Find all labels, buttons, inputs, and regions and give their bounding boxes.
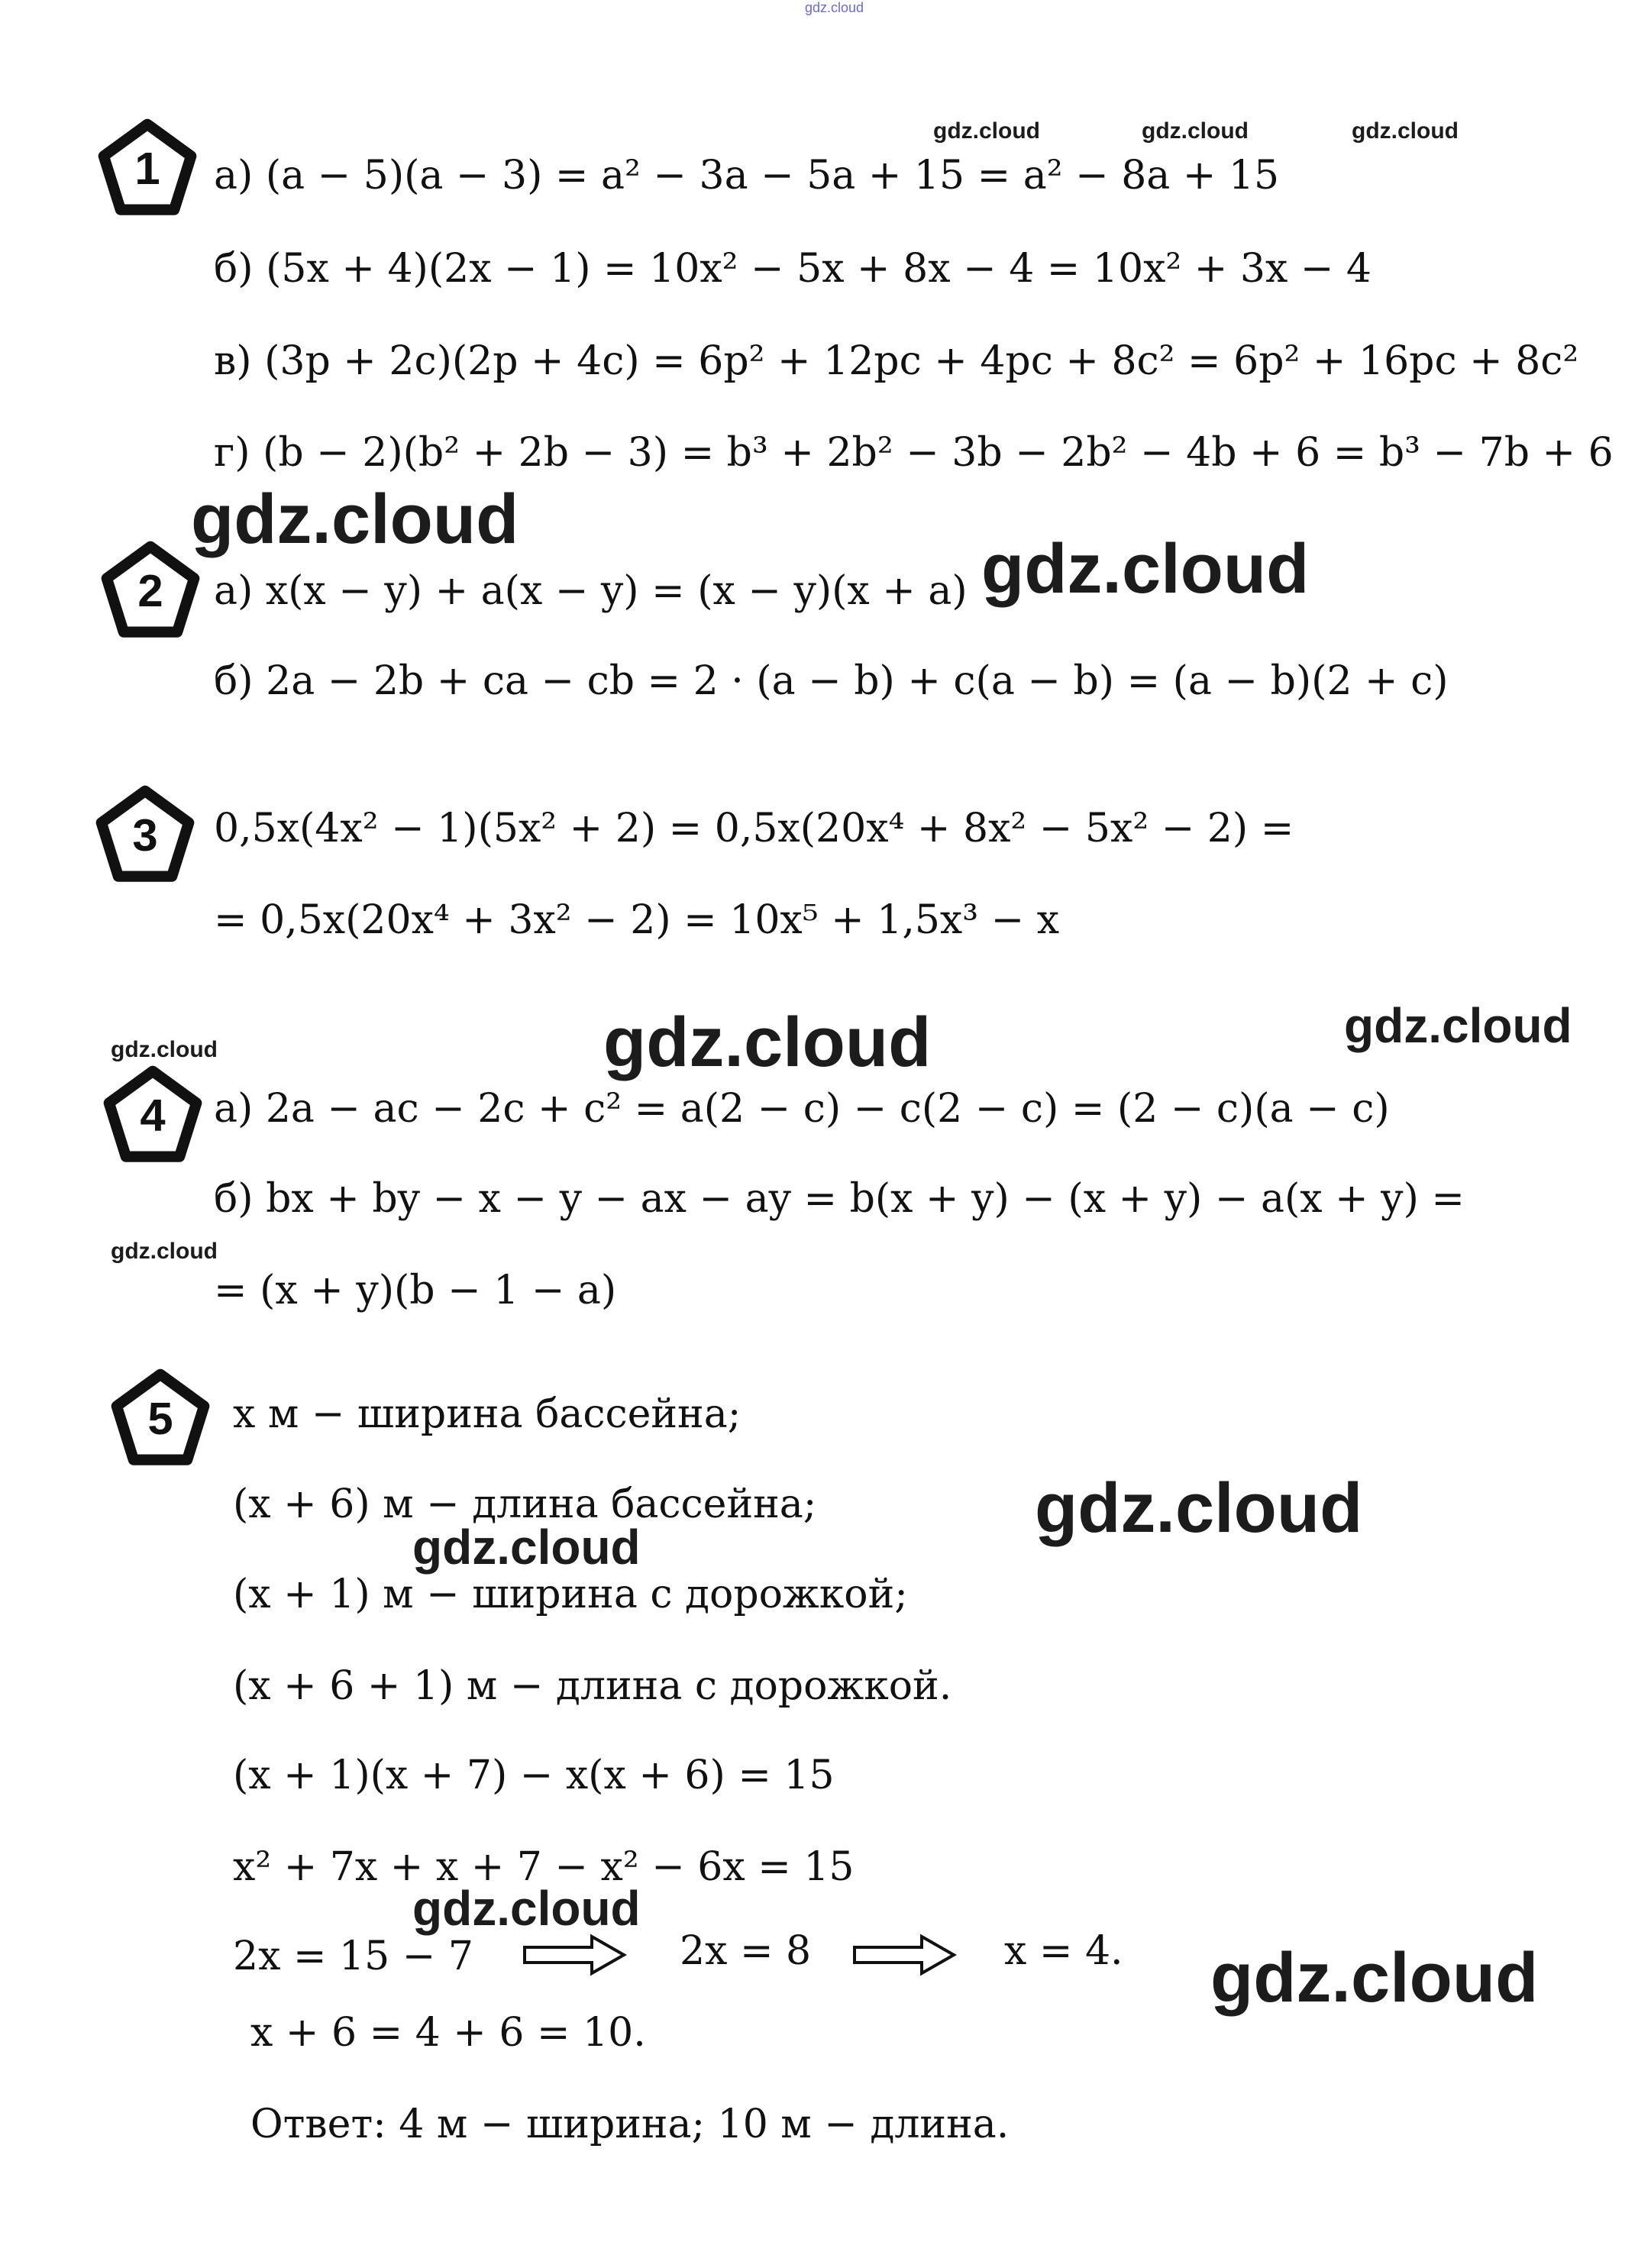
task1-line-g: г) (b − 2)(b² + 2b − 3) = b³ + 2b² − 3b − 2b² − 4b + 6 = b³ − 7b + 6 <box>214 430 1614 476</box>
watermark-large: gdz.cloud <box>1035 1469 1363 1547</box>
task1-line-b: б) (5x + 4)(2x − 1) = 10x² − 5x + 8x − 4 = 10x² + 3x − 4 <box>214 246 1372 292</box>
watermark-large: gdz.cloud <box>191 480 519 558</box>
watermark-medium: gdz.cloud <box>412 1520 641 1575</box>
task4-line-b2: = (x + y)(b − 1 − a) <box>214 1268 617 1313</box>
badge-number: 1 <box>134 142 160 194</box>
task4-line-b1: б) bx + by − x − y − ax − ay = b(x + y) − (x + y) − a(x + y) = <box>214 1176 1465 1222</box>
right-arrow-icon <box>851 1932 958 1978</box>
task3-line-1: 0,5x(4x² − 1)(5x² + 2) = 0,5x(20x⁴ + 8x² − 5x² − 2) = <box>214 806 1294 851</box>
watermark-small: gdz.cloud <box>111 1239 218 1264</box>
watermark-small: gdz.cloud <box>933 118 1040 144</box>
watermark-top-tiny: gdz.cloud <box>805 0 864 15</box>
task-number-badge-4 <box>103 1065 202 1165</box>
watermark-large: gdz.cloud <box>603 1003 932 1081</box>
task2-line-a: а) x(x − y) + a(x − y) = (x − y)(x + a) <box>214 568 968 614</box>
task3-line-2: = 0,5x(20x⁴ + 3x² − 2) = 10x⁵ + 1,5x³ − x <box>214 897 1060 943</box>
task2-line-b: б) 2a − 2b + ca − cb = 2 · (a − b) + c(a − b) = (a − b)(2 + c) <box>214 658 1449 704</box>
watermark-small: gdz.cloud <box>1352 118 1459 144</box>
task5-line-6: x² + 7x + x + 7 − x² − 6x = 15 <box>233 1844 855 1890</box>
task1-line-a: а) (a − 5)(a − 3) = a² − 3a − 5a + 15 = a² − 8a + 15 <box>214 153 1280 199</box>
watermark-small: gdz.cloud <box>111 1037 218 1062</box>
badge-number: 5 <box>147 1392 173 1444</box>
watermark-small: gdz.cloud <box>1142 118 1249 144</box>
task5-line-7a: 2x = 15 − 7 <box>233 1934 473 1979</box>
task5-line-5: (x + 1)(x + 7) − x(x + 6) = 15 <box>233 1753 835 1798</box>
task5-line-2: (x + 6) м − длина бассейна; <box>233 1481 817 1527</box>
task-number-badge-3 <box>95 785 195 884</box>
badge-number: 4 <box>140 1089 166 1141</box>
task5-line-3: (x + 1) м − ширина с дорожкой; <box>233 1572 908 1617</box>
watermark-medium: gdz.cloud <box>412 1881 641 1936</box>
task4-line-a: а) 2a − ac − 2c + c² = a(2 − c) − c(2 − c) = (2 − c)(a − c) <box>214 1086 1390 1132</box>
badge-number: 3 <box>132 809 158 861</box>
badge-number: 2 <box>137 564 163 616</box>
task5-line-7c: x = 4. <box>1004 1928 1123 1974</box>
task5-line-4: (x + 6 + 1) м − длина с дорожкой. <box>233 1663 952 1709</box>
task5-line-7b: 2x = 8 <box>680 1928 812 1974</box>
watermark-medium: gdz.cloud <box>1344 998 1572 1053</box>
task1-line-v: в) (3p + 2c)(2p + 4c) = 6p² + 12pc + 4pc + 8c² = 6p² + 16pc + 8c² <box>214 338 1579 384</box>
task5-line-8: x + 6 = 4 + 6 = 10. <box>250 2010 646 2056</box>
watermark-large: gdz.cloud <box>981 530 1310 608</box>
task5-line-1: x м − ширина бассейна; <box>233 1391 741 1437</box>
watermark-large: gdz.cloud <box>1210 1939 1539 2017</box>
task-number-badge-5 <box>111 1368 210 1468</box>
task-number-badge-1 <box>98 118 197 218</box>
task5-answer: Ответ: 4 м − ширина; 10 м − длина. <box>250 2102 1010 2147</box>
task-number-badge-2 <box>101 541 200 640</box>
right-arrow-icon <box>522 1932 628 1978</box>
